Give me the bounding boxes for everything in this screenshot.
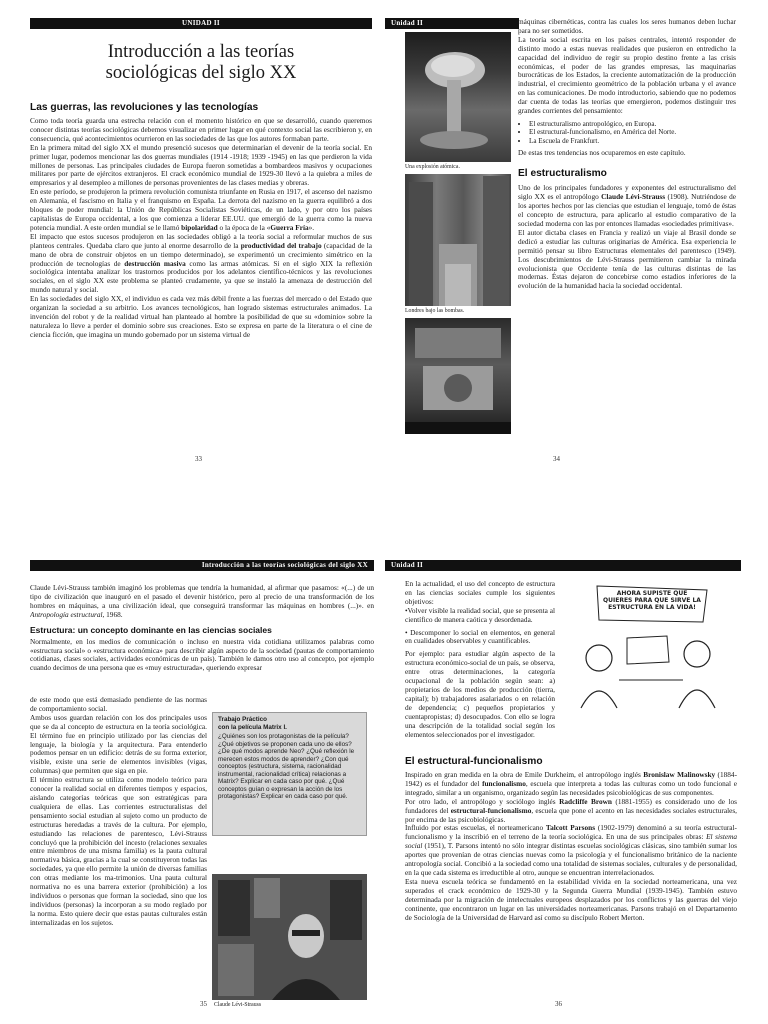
list-item: • El estructuralismo antropológico, en Europa. — [529, 120, 736, 129]
paragraph: Por ejemplo: para estudiar algún aspecto de la estructura económico-social de un país, se observa, entre otras determinaciones, la categoría ocupacional de la población según sean: a) propietarios de los medios de producción (tierra, capital); b) trabajadores asalariados o en relación de dependencia; c) pequeños propietarios y cuentapropistas; d) desocupados. Con ello se logra una descripción de la totalidad social según los elementos seleccionados por el investigador. — [405, 649, 555, 739]
london-bombs-photo — [405, 174, 511, 306]
section-heading: El estructural-funcionalismo — [405, 756, 543, 767]
title-line-2: sociológicas del siglo XX — [105, 63, 297, 83]
paragraph: El impacto que estos sucesos produjeron en las sociedades obligó a la teoría social a reformular muchos de sus planteos centrales. Quedaba claro que junto al enorme desarrollo de la productividad del trabajo (capacidad de la mano de obra de construir objetos en un tiempo determinado), se experimentó un crecimiento simétrico en la producción de tecnologías de destrucción masiva como las armas atómicas. Si en el siglo XIX la reflexión sociológica intentaba analizar los trastornos producidos por los adelantos científico-técnicos y las revoluciones sociales, en el siglo XX este problema se planteó crudamente, ya que se instaló la amenaza de destrucción del mundo natural y social. — [30, 231, 372, 295]
page-header: Introducción a las teorías sociológicas del siglo XX — [30, 560, 374, 571]
paragraph: Uno de los principales fundadores y exponentes del estructuralismo del siglo XX es el antropólogo Claude Lévi-Strauss (1908). Nutriéndose de los aportes hechos por las ciencias que estudian el lenguaje, tomó de éstas el concepto de estructura, para aplicarlo al estudio comparativo de la sociedad moderna con las por entonces llamadas «sociedades primitivas». — [518, 183, 736, 228]
portrait-icon — [212, 874, 367, 1000]
page-title — [30, 42, 372, 84]
bullet-list — [518, 120, 736, 146]
paragraph: En las sociedades del siglo XX, el individuo es cada vez más débil frente a las fuerzas del mercado o del Estado que organizan la sociedad a su arbitrio. Los avances tecnológicos, han logrado sistemas estructurales animados. La invención del robot y de la realidad virtual han planteado al hombre la posibilidad de que su «dominio» sobre la naturaleza lo lleve a perder el dominio sobre sus creaciones. Esto se expresa en parte de la literatura o el cine de ciencia ficción, que imagina un mundo gobernado por un sistema virtual de — [30, 294, 372, 339]
paragraph: La teoría social escrita en los países centrales, intentó responder de distinto modo a estas nuevas realidades que pusieron en entredicho la capacidad del individuo de regir su propio destino frente a las crisis económicas, el poder de las grandes empresas, las maquinarias burocráticas de los Estados, la creciente automatización de la producción industrial, el crecimiento geométrico de la población urbana y el avance en las comunicaciones. De modo introductorio, sabiendo que no podemos dar cuenta de todas las teorías que emergieron, podemos distinguir tres grandes corrientes del pensamiento: — [518, 34, 736, 116]
image-column — [405, 32, 511, 434]
paragraph: de este modo que está demasiado pendiente de las normas de comportamiento social. — [30, 695, 207, 713]
paragraph: Esta nueva escuela teórica se fundamentó en la estabilidad vivida en la sociedad norteamericana, una vez superados el crack económico de 1929-30 y la Segunda Guerra Mundial (1939-1945). También estuvo determinada por la migración de intelectuales europeos desplazados por los conflictos y las guerras del viejo continente, que encontraron un lugar en las universidades norteamericanas. Parsons trabajó en el Departamento de Sociología de la Universidad de Harvard así como su discípulo Robert Merton. — [405, 876, 737, 922]
cartoon-illustration — [557, 580, 737, 710]
page-number: 36 — [555, 1000, 562, 1008]
page-33 — [30, 18, 372, 466]
page-35 — [30, 560, 374, 1012]
ruined-buildings-icon — [405, 174, 511, 306]
paragraph: Inspirado en gran medida en la obra de Emile Durkheim, el antropólogo inglés Bronislaw Malinowsky (1884-1942) es el fundador del funcionalismo, escuela que interpreta a todas las culturas como un todo funcional e integrado, similar a un organismo, organizado según las necesidades psicobiológicas de sus componentes. — [405, 770, 738, 797]
page-number: 35 — [200, 1000, 207, 1008]
paragraph: De estas tres tendencias nos ocuparemos en este capítulo. — [518, 148, 686, 158]
mushroom-cloud-icon — [405, 32, 511, 162]
narrow-text-column — [30, 696, 207, 928]
paragraph: El autor dictaba clases en Francia y realizó un viaje al Brasil donde se dedicó a estudiar las culturas originarias de América. Esa experiencia le permitió pensar su libro Estructuras elementales del parentesco (1949). Los descubrimientos de Lévi-Strauss permitieron cambiar la mirada evolucionista que Occidente tenía de las culturas distintas de las modernas. Éstas dejaron de concebirse como estadios inferiores de la evolución de la humanidad hacia la sociedad occidental. — [518, 227, 736, 291]
section-heading: Las guerras, las revoluciones y las tecnologías — [30, 102, 259, 113]
paragraph: Por otro lado, el antropólogo y sociólogo inglés Radcliffe Brown (1881-1955) es considerado uno de los fundadores del estructural-funcionalismo, escuela que pone el acento en las necesidades sociales estructurales, por encima de las psicobiológicas. — [405, 796, 738, 824]
paragraph: El término estructura se utiliza como modelo teórico para conocer la realidad social en diferentes tiempos y espacios, aislando categorías teóricas que son estratégicas para cualquiera de ellas. Las corrientes estructuralistas del pensamiento social estudian al sujeto como un producto de estructuras heredadas a través de la cultura. Por ejemplo, estudiando las relaciones de parentesco, Lévi-Strauss concluyó que la prohibición del incesto (relaciones sexuales entre miembros de una misma familia) es la pauta cultural normativa básica, gracias a la cual se constituyeron todas las sociedades, ya que ello permite la unión de diversas familias con otras mediante los ma-trimonios. Una pauta cultural normativa no es una barrera exterior (prohibición) a los individuos o personas que forman la sociedad, sino que los individuos (personas) la incorporan a su modo reglado por la norma. Esto quiere decir que estas pautas culturales están internalizadas en los sujetos. — [30, 775, 207, 927]
page-number: 34 — [553, 455, 560, 463]
paragraph: Influido por estas escuelas, el norteamericano Talcott Parsons (1902-1979) denominó a su teoría estructural-funcionalismo y la inscribió en el terreno de la teoría sociológica. En una de sus principales obras: El sistema social (1951), T. Parsons intentó no sólo integrar distintas escuelas sociológicas clásicas, sino también sumar los aportes que provenían de otras ciencias nuevas como la psicología y el funcionalismo británico de la naciente antropología social. Concibió a la sociedad como una totalidad de sistemas sociales, culturales y de personalidad, en la que cada sistema es irreductible al otro, aunque se encuentran interrelacionados. — [405, 823, 737, 877]
paragraph: Ambos usos guardan relación con los dos principales usos que se da al concepto de estructura en la teoría sociológica. El término fue en principio utilizado por las ciencias del lenguaje, la biología y la arquitectura. Para entenderlo podemos pensar en un edificio: detrás de su forma exterior, visible, existe una serie de elementos invisibles (vigas, columnas) que permiten que siga en pie. — [30, 712, 207, 776]
list-item: • El estructural-funcionalismo, en América del Norte. — [529, 128, 736, 137]
paragraph: En la actualidad, el uso del concepto de estructura en las ciencias sociales cumple los siguientes objetivos: — [405, 579, 555, 606]
paragraph: máquinas cibernéticas, contra las cuales los seres humanos deben luchar para no ser sometidos. — [518, 18, 736, 35]
photo-caption: Londres bajo las bombas. — [405, 308, 465, 314]
paragraph: • Descomponer lo social en elementos, en general en cualidades observables y cuantificables. — [405, 627, 555, 646]
box-subtitle: con la película Matrix I. — [218, 723, 287, 731]
narrow-text-column — [405, 580, 555, 739]
practical-work-box — [212, 712, 367, 836]
paragraph: En este período, se produjeron la primera revolución comunista triunfante en Rusia en 1917, el ascenso del nazismo en Alemania, el fascismo en Italia y el franquismo en España. La derrota del nazismo en la guerra equilibró a dos bloques de poder mundial: la Unión de Repúblicas Socialistas Soviéticas, de un lado, y por otro los países capitalistas de Europa occidental, a los que comienza a liderar EE.UU. que emergió de la guerra como la nueva potencia mundial. A este orden mundial se le llamó bipolaridad o la época de la «Guerra Fría». — [30, 187, 372, 232]
page-36 — [385, 560, 741, 1012]
box-title: Trabajo Práctico — [218, 716, 267, 723]
page-header: UNIDAD II — [30, 18, 372, 29]
page-header: Unidad II — [385, 560, 741, 571]
cartoon-speech-text: AHORA SUPISTE QUE QUIERES PARA QUE SIRVE LA ESTRUCTURA EN LA VIDA! — [603, 590, 701, 611]
page-34 — [385, 18, 741, 466]
paragraph: •Volver visible la realidad social, que se presenta al científico de manera caótica y desordenada. — [405, 605, 555, 624]
page-number: 33 — [195, 455, 202, 463]
atomic-explosion-photo — [405, 32, 511, 162]
wide-text-column — [405, 756, 737, 922]
section-heading: El estructuralismo — [518, 168, 607, 180]
list-item: • La Escuela de Frankfurt. — [529, 137, 736, 146]
machinery-photo — [405, 318, 511, 434]
machine-collage-icon — [405, 318, 511, 434]
box-body: ¿Quiénes son los protagonistas de la película?¿Qué objetivos se proponen cada uno de ellos?¿De qué modos aprende Neo? ¿Qué reflexión le merecen estos modos de aprender? ¿Con qué conceptos (estructura, sistema, racionalidad instrumental, racionalidad crítica) relacionas a Matrix? Explicar en cada caso por qué. ¿Qué conceptos guían o expresan la acción de los protagonistas? Explicar en cada caso por qué. — [218, 733, 355, 800]
section-heading: Estructura: un concepto dominante en las ciencias sociales — [30, 624, 272, 635]
levi-strauss-photo — [212, 874, 367, 1000]
paragraph: En la primera mitad del siglo XX el mundo presenció sucesos que determinarían el devenir de la teoría social. En primer lugar, podemos mencionar las dos guerras mundiales (1914 -1918; 1939 -1945) en las que perdieron la vida millones de personas. Las principales ciudades de Europa fueron sometidas a bombardeos masivos y ocupaciones militares por parte de ejércitos extranjeros. El crack económico mundial de 1929-30 llevó a la quiebra a miles de empresarios y al desempleo a millones de personas provenientes de las clases medias y obreras. — [30, 142, 372, 188]
page-header: Unidad II — [385, 18, 519, 29]
quote-paragraph: Claude Lévi-Strauss también imaginó los problemas que tendría la humanidad, al afirmar que pasamos: «(...) de un tipo de civilización que inauguró en el pasado el devenir histórico, pero al precio de una transformación de los hombres en máquinas, a una civilización ideal, que conseguirá transformar las máquinas en hombres (...)». en Antropología estructural, 1968. — [30, 583, 374, 619]
title-line-1: Introducción a las teorías — [107, 42, 295, 62]
photo-caption: Claude Lévi-Strauss — [214, 1002, 262, 1008]
paragraph: Normalmente, en los medios de comunicación o incluso en nuestra vida cotidiana utilizamos palabras como «estructura social» o «estructura económica» para describir algún aspecto de la sociedad (pautas de comportamiento cotidianas, clases sociales, actividades económicas de un país). También le damos otro uso al concepto, por ejemplo cuando decimos de una persona que es «muy estructurada», queriendo expresar — [30, 636, 374, 673]
photo-caption: Una explosión atómica. — [405, 164, 460, 170]
text-column — [518, 18, 736, 291]
paragraph: Como toda teoría guarda una estrecha relación con el momento histórico en que se desarrolló, cuando queremos conocer distintas teorías sociológicas debemos visualizar en primer lugar en qué contexto social las escribieron y, en consecuencia, qué acontecimientos ocurrieron en las sociedades de las que los autores formaban parte. — [30, 116, 372, 143]
